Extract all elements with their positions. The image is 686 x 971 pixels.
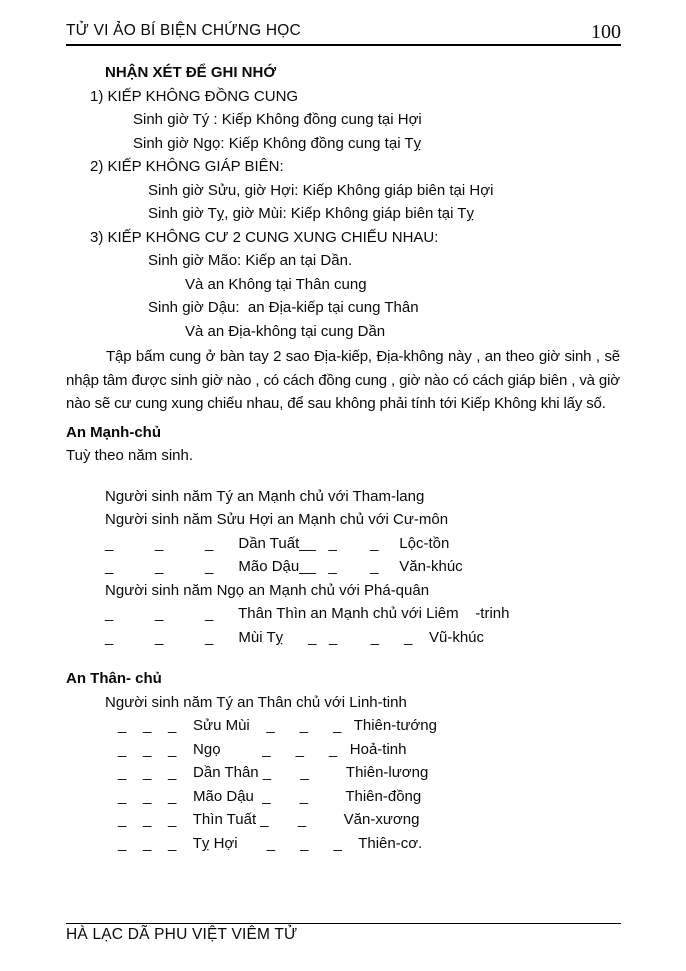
section-heading: An Thân- chủ <box>66 670 162 687</box>
fill-in-row: _ _ _ Dần Tuất__ _ _ Lộc-tồn <box>105 534 450 552</box>
text-line: Sinh giờ Tỵ, giờ Mùi: Kiếp Không giáp biên tại Tỵ <box>148 205 474 222</box>
fill-in-row: _ _ _ Dần Thân _ _ Thiên-lương <box>118 764 429 781</box>
paragraph: Tập bấm cung ở bàn tay 2 sao Địa-kiếp, Địa-không này , an theo giờ sinh , sẽ nhập tâm được sinh giờ nào , có cách đồng cung , giờ nào có cách giáp biên , và giờ nào sẽ cư cung xung chiếu nhau, để sau không phải tính tới Kiếp Không khi lấy số. <box>66 348 625 412</box>
text-line: Sinh giờ Mão: Kiếp an tại Dần. <box>148 252 353 269</box>
footer-text: HÀ LẠC DÃ PHU VIỆT VIÊM TỬ <box>66 926 298 943</box>
fill-in-row: _ _ _ Ngọ _ _ _ Hoả-tinh <box>118 740 407 758</box>
fill-in-row: _ _ _ Mão Dậu__ _ _ Văn-khúc <box>105 558 463 575</box>
text-line: Sinh giờ Tý : Kiếp Không đồng cung tại Hợi <box>133 111 422 128</box>
text-line: Người sinh năm Tý an Thân chủ với Linh-tinh <box>105 693 407 711</box>
page-header <box>66 22 621 46</box>
text-line: Người sinh năm Sửu Hợi an Mạnh chủ với Cư-môn <box>105 511 449 528</box>
fill-in-row: _ _ _ Thìn Tuất _ _ Văn-xương <box>118 811 420 828</box>
text-line: 1) KIẾP KHÔNG ĐỒNG CUNG <box>90 87 299 105</box>
text-line: Sinh giờ Sửu, giờ Hợi: Kiếp Không giáp biên tại Hợi <box>148 181 494 199</box>
fill-in-row: _ _ _ Thân Thìn an Mạnh chủ với Liêm -trinh <box>105 605 510 622</box>
text-line: 2) KIẾP KHÔNG GIÁP BIÊN: <box>90 158 284 175</box>
text-line: Tuỳ theo năm sinh. <box>66 447 194 464</box>
section-heading: NHẬN XÉT ĐỂ GHI NHỚ <box>105 64 277 81</box>
fill-in-row: _ _ _ Mùi Tỵ _ _ _ _ Vũ-khúc <box>105 628 485 646</box>
page-number: 100 <box>591 21 621 43</box>
text-line: 3) KIẾP KHÔNG CƯ 2 CUNG XUNG CHIẾU NHAU: <box>90 228 439 246</box>
text-line: Người sinh năm Ngọ an Mạnh chủ với Phá-quân <box>105 581 430 599</box>
page-body <box>66 61 625 855</box>
text-line: Sinh giờ Ngọ: Kiếp Không đồng cung tại Tỵ <box>133 134 422 152</box>
fill-in-row: _ _ _ Mão Dậu _ _ Thiên-đồng <box>118 787 422 805</box>
fill-in-row: _ _ _ Tỵ Hợi _ _ _ Thiên-cơ. <box>118 834 423 852</box>
page-footer <box>66 923 621 944</box>
header-title: TỬ VI ẢO BÍ BIỆN CHỨNG HỌC <box>66 22 301 39</box>
text-line: Và an Địa-không tại cung Dần <box>185 322 386 340</box>
fill-in-row: _ _ _ Sửu Mùi _ _ _ Thiên-tướng <box>118 717 437 734</box>
section-heading: An Mạnh-chủ <box>66 423 161 441</box>
text-line: Và an Không tại Thân cung <box>185 275 367 293</box>
text-line: Sinh giờ Dậu: an Địa-kiếp tại cung Thân <box>148 299 419 316</box>
text-line: Người sinh năm Tý an Mạnh chủ với Tham-lang <box>105 487 425 505</box>
